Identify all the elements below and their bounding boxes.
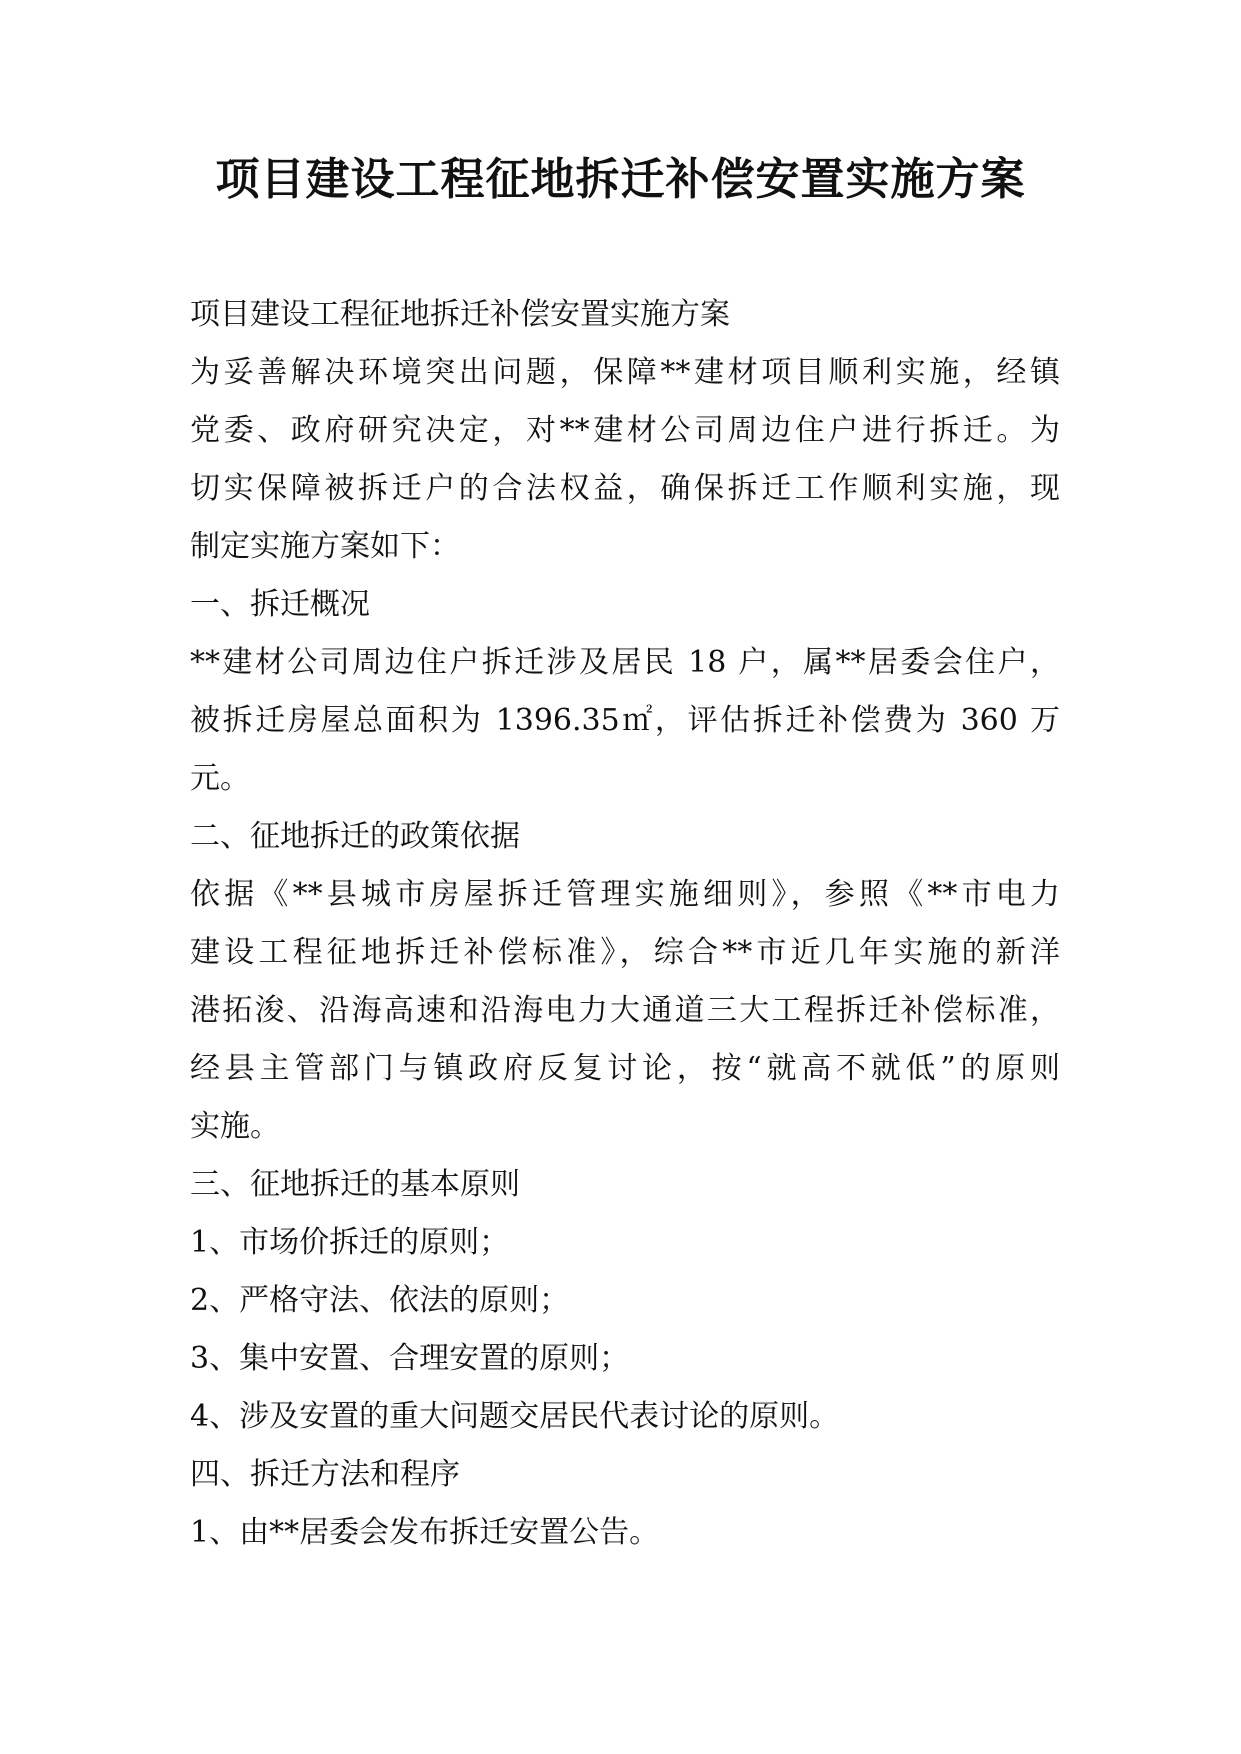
section-heading: 一、拆迁概况 [190,587,370,622]
section-heading: 四、拆迁方法和程序 [190,1457,460,1492]
body-line: **建材公司周边住户拆迁涉及居民 18 户，属**居委会住户， [190,645,1060,680]
list-item: 3、集中安置、合理安置的原则； [190,1341,630,1376]
body-subtitle-line: 项目建设工程征地拆迁补偿安置实施方案 [190,297,730,332]
list-item: 4、涉及安置的重大问题交居民代表讨论的原则。 [190,1399,840,1434]
list-item: 1、由**居委会发布拆迁安置公告。 [190,1515,660,1550]
body-line: 被拆迁房屋总面积为 1396.35㎡，评估拆迁补偿费为 360 万 [190,703,1060,738]
document-body [190,286,1060,1562]
body-line: 建设工程征地拆迁补偿标准》，综合**市近几年实施的新洋 [190,935,1060,970]
list-item: 2、严格守法、依法的原则； [190,1283,570,1318]
body-line: 切实保障被拆迁户的合法权益，确保拆迁工作顺利实施，现 [190,471,1060,506]
body-line: 实施。 [190,1109,280,1144]
section-heading: 三、征地拆迁的基本原则 [190,1167,520,1202]
document-title: 项目建设工程征地拆迁补偿安置实施方案 [215,154,1026,205]
body-line: 制定实施方案如下： [190,529,460,564]
body-line: 党委、政府研究决定，对**建材公司周边住户进行拆迁。为 [190,413,1060,448]
list-item: 1、市场价拆迁的原则； [190,1225,510,1260]
body-line: 元。 [190,761,250,796]
body-line: 为妥善解决环境突出问题，保障**建材项目顺利实施，经镇 [190,355,1060,390]
body-line: 港拓浚、沿海高速和沿海电力大通道三大工程拆迁补偿标准， [190,993,1060,1028]
body-line: 依据《**县城市房屋拆迁管理实施细则》，参照《**市电力 [190,877,1060,912]
section-heading: 二、征地拆迁的政策依据 [190,819,520,854]
body-line: 经县主管部门与镇政府反复讨论，按“就高不就低”的原则 [190,1051,1060,1086]
